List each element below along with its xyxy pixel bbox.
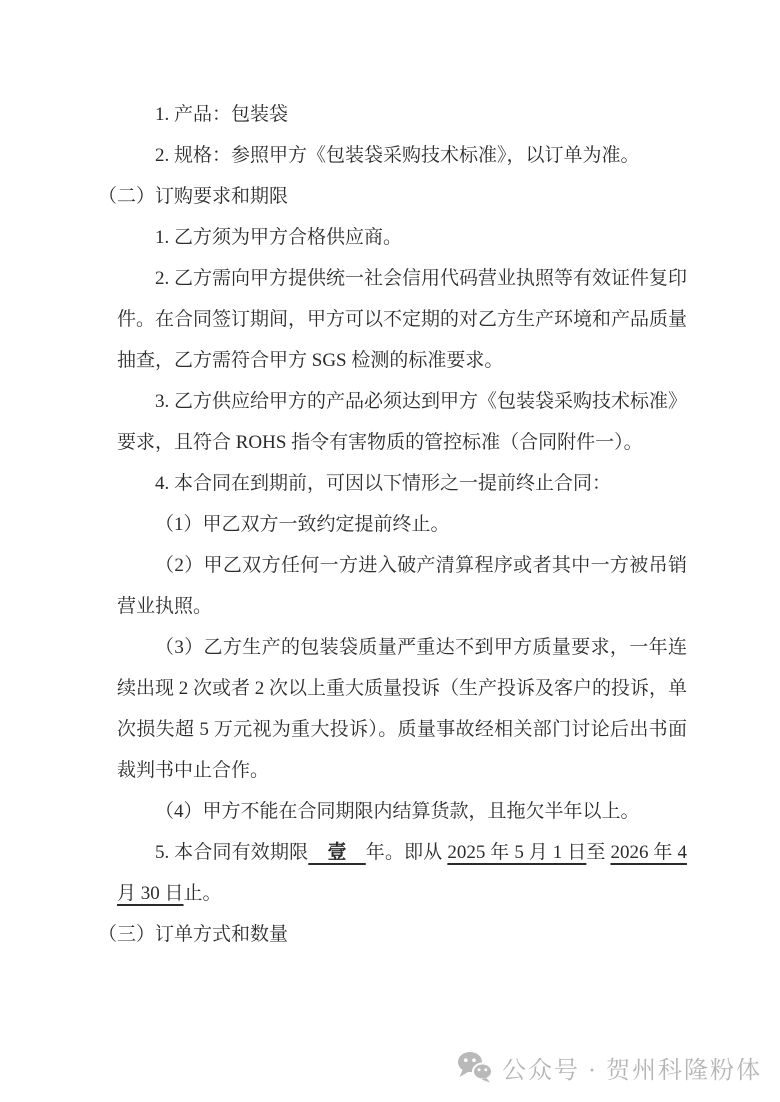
termination-item-2: （2）甲乙双方任何一方进入破产清算程序或者其中一方被吊销营业执照。 <box>117 555 687 617</box>
clause-specification: 2. 规格：参照甲方《包装袋采购技术标准》，以订单为准。 <box>155 145 640 166</box>
text-segment: 壹 <box>308 842 366 863</box>
termination-item-4: （4）甲方不能在合同期限内结算货款，且拖欠半年以上。 <box>155 801 640 822</box>
termination-item-1: （1）甲乙双方一致约定提前终止。 <box>155 514 450 535</box>
clause-validity-period <box>117 832 687 914</box>
contract-body <box>98 94 688 955</box>
watermark-label: 公众号 · 贺州科隆粉体 <box>502 1057 762 1084</box>
text-segment: 2026 年 4 月 30 日 <box>117 842 687 904</box>
text-segment: 至 <box>586 842 611 863</box>
section-heading-order-terms: （二）订购要求和期限 <box>98 186 289 207</box>
text-segment: 2025 年 5 月 1 日 <box>447 842 587 863</box>
section-heading-order-quantity: （三）订单方式和数量 <box>98 924 289 945</box>
wechat-watermark <box>457 1046 762 1088</box>
text-segment: 年。即从 <box>365 842 448 863</box>
clause-qualified-supplier: 1. 乙方须为甲方合格供应商。 <box>155 227 403 248</box>
text-segment: 5. 本合同有效期限 <box>155 842 309 863</box>
clause-early-termination: 4. 本合同在到期前，可因以下情形之一提前终止合同： <box>155 473 612 494</box>
clause-product: 1. 产品：包装袋 <box>155 104 289 125</box>
clause-license-copy: 2. 乙方需向甲方提供统一社会信用代码营业执照等有效证件复印件。在合同签订期间，甲方可以不定期的对乙方生产环境和产品质量抽查，乙方需符合甲方 SGS 检测的标准要求。 <box>117 268 688 371</box>
termination-item-3: （3）乙方生产的包装袋质量严重达不到甲方质量要求，一年连续出现 2 次或者 2 次以上重大质量投诉（生产投诉及客户的投诉，单次损失超 5 万元视为重大投诉）。质量事故经相关部门讨论后出书面裁判书中止合作。 <box>117 637 688 781</box>
wechat-icon <box>457 1051 493 1083</box>
clause-product-standard: 3. 乙方供应给甲方的产品必须达到甲方《包装袋采购技术标准》要求，且符合 ROHS 指令有害物质的管控标准（合同附件一）。 <box>117 391 688 453</box>
text-segment: 止。 <box>183 883 222 904</box>
